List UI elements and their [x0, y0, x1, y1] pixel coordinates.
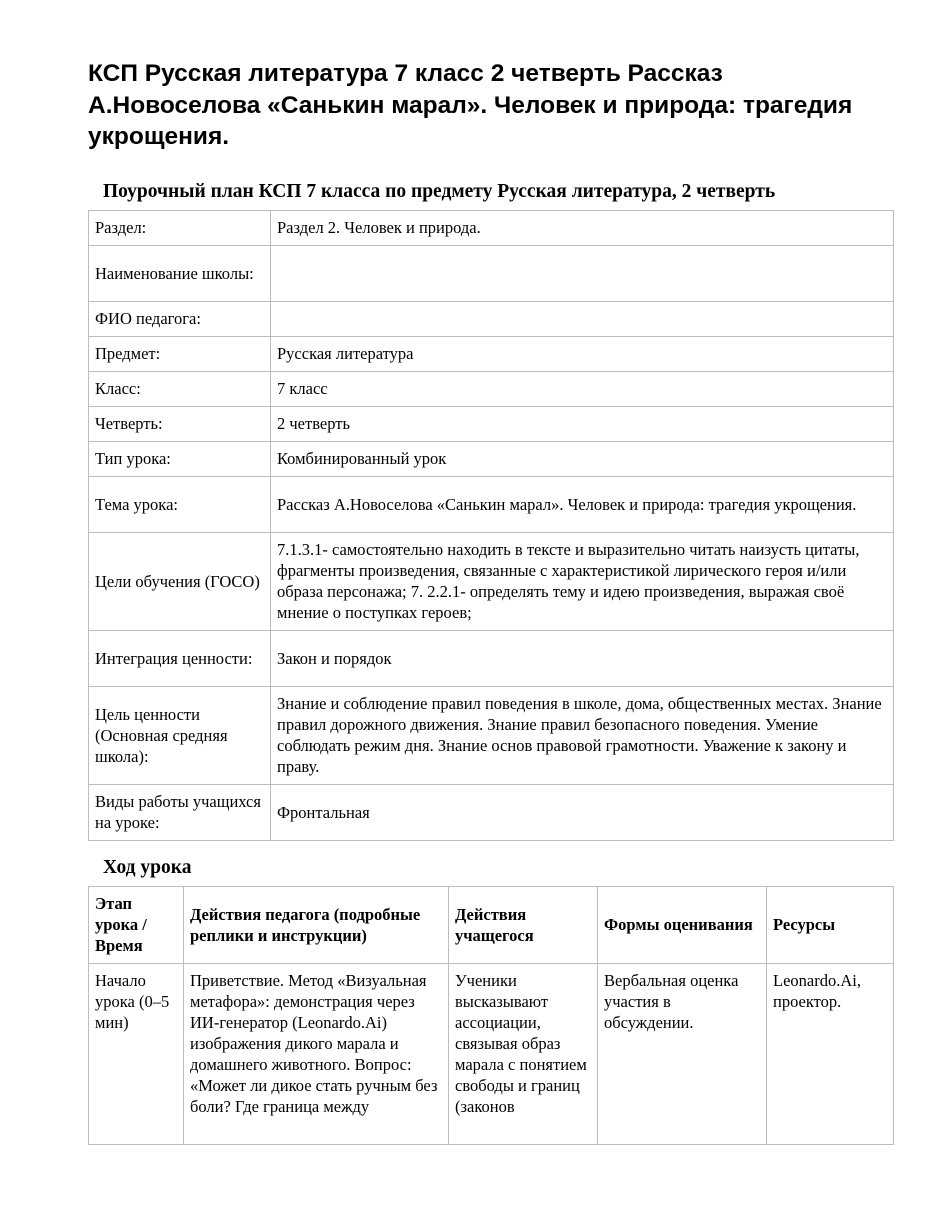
info-row-subject [89, 336, 894, 371]
info-row-grade [89, 371, 894, 406]
info-label: Наименование школы: [89, 245, 271, 301]
student-actions-text: Ученики высказывают ассоциации, связывая образ марала с понятием свободы и границ (законов [455, 970, 587, 1116]
student-actions-cell [449, 963, 598, 1144]
lesson-progress-heading: Ход урока [103, 856, 192, 878]
info-value: Закон и порядок [271, 630, 894, 686]
plan-heading: Поурочный план КСП 7 класса по предмету Русская литература, 2 четверть [103, 180, 776, 202]
assessment-cell [598, 963, 767, 1144]
teacher-actions-text: Приветствие. Метод «Визуальная метафора»: демонстрация через ИИ-генератор (Leonardo.Ai) изображения дикого марала и домашнего животного. Вопрос: «Может ли дикое стать ручным без боли? Где граница между [190, 970, 438, 1116]
column-header-resources: Ресурсы [767, 886, 894, 963]
column-header-assessment: Формы оценивания [598, 886, 767, 963]
info-value [271, 245, 894, 301]
assessment-text: Вербальная оценка участия в обсуждении. [604, 970, 739, 1032]
info-row-lesson-type [89, 441, 894, 476]
info-row-topic [89, 476, 894, 532]
info-row-quarter [89, 406, 894, 441]
info-row-objectives [89, 532, 894, 630]
info-label: Раздел: [89, 210, 271, 245]
info-label: Предмет: [89, 336, 271, 371]
info-value: Комбинированный урок [271, 441, 894, 476]
document-page [88, 58, 893, 1145]
info-row-work-types [89, 784, 894, 840]
info-label: Виды работы учащихся на уроке: [89, 784, 271, 840]
info-value: Знание и соблюдение правил поведения в школе, дома, общественных местах. Знание правил дорожного движения. Знание правил безопасного поведения. Умение соблюдать режим дня. Знание основ правовой грамотности. Уважение к закону и праву. [271, 686, 894, 784]
info-label: Тема урока: [89, 476, 271, 532]
info-label: Класс: [89, 371, 271, 406]
info-label: Цель ценности (Основная средняя школа): [89, 686, 271, 784]
document-title: КСП Русская литература 7 класс 2 четверть Рассказ А.Новоселова «Санькин марал». Человек и природа: трагедия укрощения. [88, 60, 853, 150]
info-value: 2 четверть [271, 406, 894, 441]
info-label: Тип урока: [89, 441, 271, 476]
lesson-info-table [88, 210, 894, 841]
info-value: Раздел 2. Человек и природа. [271, 210, 894, 245]
info-label: Цели обучения (ГОСО) [89, 532, 271, 630]
info-value: Рассказ А.Новоселова «Санькин марал». Человек и природа: трагедия укрощения. [271, 476, 894, 532]
column-header-stage: Этап урока / Время [89, 886, 184, 963]
stage-text: Начало урока (0–5 мин) [95, 970, 170, 1032]
info-row-value-integration [89, 630, 894, 686]
steps-header-row [89, 886, 894, 963]
info-row-section [89, 210, 894, 245]
info-value [271, 301, 894, 336]
table-row [89, 963, 894, 1144]
info-row-school [89, 245, 894, 301]
info-row-value-goal [89, 686, 894, 784]
info-label: Интеграция ценности: [89, 630, 271, 686]
column-header-teacher-actions: Действия педагога (подробные реплики и инструкции) [184, 886, 449, 963]
info-value: Русская литература [271, 336, 894, 371]
info-value: Фронтальная [271, 784, 894, 840]
info-value: 7 класс [271, 371, 894, 406]
stage-cell [89, 963, 184, 1144]
info-label: ФИО педагога: [89, 301, 271, 336]
info-row-teacher [89, 301, 894, 336]
resources-cell [767, 963, 894, 1144]
lesson-steps-table [88, 886, 894, 1145]
teacher-actions-cell [184, 963, 449, 1144]
column-header-student-actions: Действия учащегося [449, 886, 598, 963]
info-label: Четверть: [89, 406, 271, 441]
resources-text: Leonardo.Ai, проектор. [773, 970, 861, 1011]
info-value: 7.1.3.1- самостоятельно находить в тексте и выразительно читать наизусть цитаты, фрагменты произведения, связанные с характеристикой лирического героя и/или образа персонажа; 7. 2.2.1- определять тему и идею произведения, выражая своё мнение о поступках героев; [271, 532, 894, 630]
